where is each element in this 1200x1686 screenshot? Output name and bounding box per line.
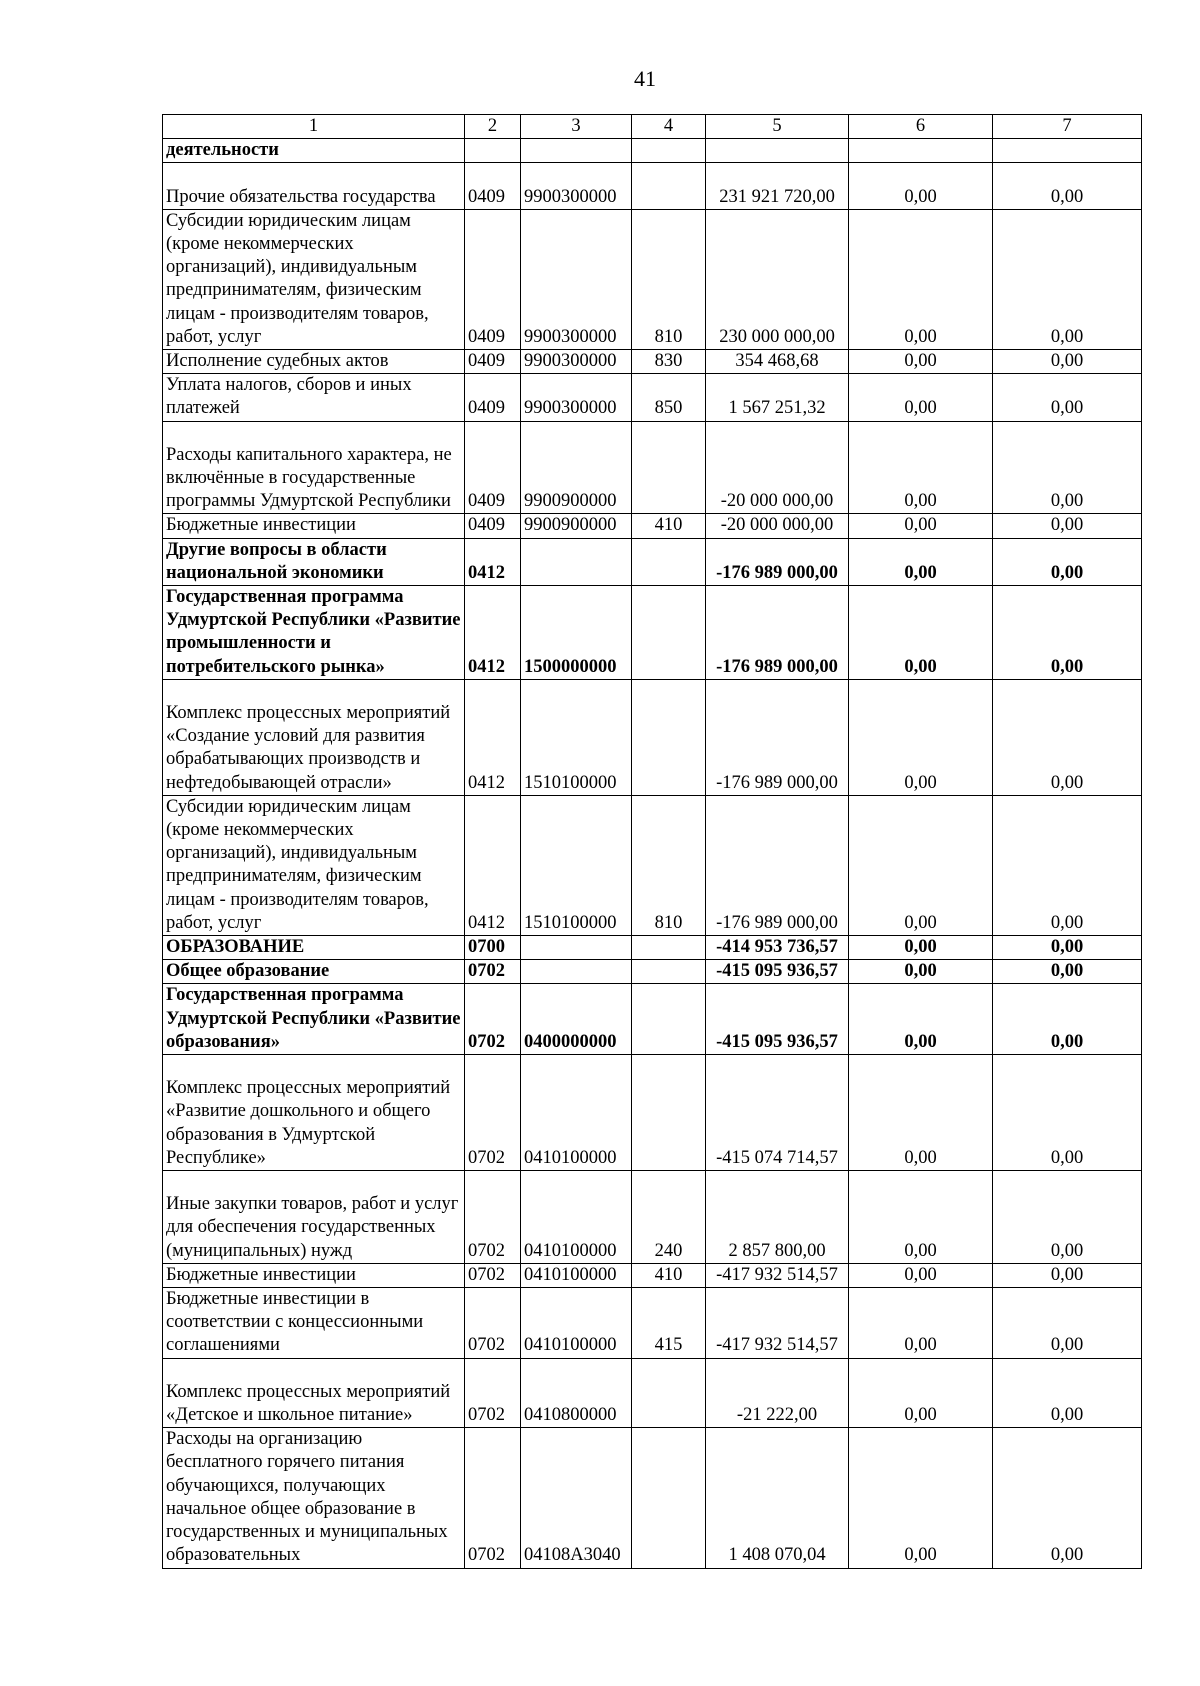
target-article-cell: 1510100000 (521, 795, 632, 935)
section-code-cell: 0412 (465, 538, 521, 585)
amount-cell: 354 468,68 (706, 350, 849, 374)
amount-cell: 0,00 (993, 795, 1142, 935)
amount-cell: -20 000 000,00 (706, 421, 849, 514)
amount-cell: 0,00 (993, 1055, 1142, 1171)
table-row (163, 163, 1142, 209)
budget-table (162, 114, 1142, 1569)
table-row (163, 795, 1142, 935)
section-code-cell: 0409 (465, 514, 521, 538)
table-row (163, 514, 1142, 538)
column-header: 5 (706, 115, 849, 139)
table-row (163, 139, 1142, 163)
table-body (163, 139, 1142, 1568)
section-code-cell: 0412 (465, 586, 521, 680)
expense-type-cell (632, 679, 706, 795)
target-article-cell: 0410800000 (521, 1358, 632, 1428)
amount-cell: -176 989 000,00 (706, 795, 849, 935)
column-number-row (163, 115, 1142, 139)
expense-type-cell (632, 538, 706, 585)
amount-cell: -176 989 000,00 (706, 679, 849, 795)
table-row (163, 586, 1142, 680)
target-article-cell: 0410100000 (521, 1055, 632, 1171)
column-header: 3 (521, 115, 632, 139)
section-code-cell (465, 139, 521, 163)
amount-cell: 0,00 (849, 1171, 993, 1264)
amount-cell: 0,00 (849, 1263, 993, 1287)
section-code-cell: 0702 (465, 1358, 521, 1428)
amount-cell (706, 139, 849, 163)
row-name-cell: Уплата налогов, сборов и иных платежей (163, 374, 465, 421)
amount-cell: 0,00 (993, 209, 1142, 349)
expense-type-cell: 850 (632, 374, 706, 421)
amount-cell (993, 139, 1142, 163)
expense-type-cell (632, 984, 706, 1055)
target-article-cell: 0410100000 (521, 1263, 632, 1287)
amount-cell: -414 953 736,57 (706, 936, 849, 960)
amount-cell: 0,00 (993, 350, 1142, 374)
target-article-cell: 1510100000 (521, 679, 632, 795)
section-code-cell: 0412 (465, 679, 521, 795)
amount-cell (849, 139, 993, 163)
amount-cell: 0,00 (849, 1358, 993, 1428)
table-row (163, 1171, 1142, 1264)
target-article-cell: 0410100000 (521, 1288, 632, 1359)
expense-type-cell (632, 163, 706, 209)
table-row (163, 1358, 1142, 1428)
table-row (163, 960, 1142, 984)
expense-type-cell: 810 (632, 795, 706, 935)
amount-cell: 0,00 (849, 421, 993, 514)
amount-cell: 0,00 (849, 374, 993, 421)
expense-type-cell (632, 1428, 706, 1568)
table-row (163, 984, 1142, 1055)
amount-cell: 0,00 (993, 514, 1142, 538)
amount-cell: 0,00 (993, 374, 1142, 421)
row-name-cell: Комплекс процессных мероприятий «Развитие дошкольного и общего образования в Удмуртской Республике» (163, 1055, 465, 1171)
target-article-cell: 04108A3040 (521, 1428, 632, 1568)
table-row (163, 350, 1142, 374)
target-article-cell: 9900300000 (521, 209, 632, 349)
amount-cell: -176 989 000,00 (706, 586, 849, 680)
row-name-cell: Комплекс процессных мероприятий «Создание условий для развития обрабатывающих производств и нефтедобывающей отрасли» (163, 679, 465, 795)
amount-cell: 0,00 (993, 586, 1142, 680)
table-row (163, 1263, 1142, 1287)
amount-cell: 0,00 (993, 421, 1142, 514)
amount-cell: 0,00 (993, 936, 1142, 960)
target-article-cell (521, 139, 632, 163)
table-row (163, 1055, 1142, 1171)
expense-type-cell (632, 1055, 706, 1171)
target-article-cell (521, 936, 632, 960)
amount-cell: 0,00 (849, 1288, 993, 1359)
amount-cell: 0,00 (849, 586, 993, 680)
amount-cell: 0,00 (849, 679, 993, 795)
column-header: 7 (993, 115, 1142, 139)
amount-cell: -21 222,00 (706, 1358, 849, 1428)
table-row (163, 936, 1142, 960)
column-header: 4 (632, 115, 706, 139)
expense-type-cell (632, 139, 706, 163)
row-name-cell: Другие вопросы в области национальной экономики (163, 538, 465, 585)
amount-cell: 0,00 (849, 936, 993, 960)
expense-type-cell: 410 (632, 1263, 706, 1287)
section-code-cell: 0702 (465, 1171, 521, 1264)
row-name-cell: Субсидии юридическим лицам (кроме некоммерческих организаций), индивидуальным предпринимателям, физическим лицам - производителям товаров, работ, услуг (163, 795, 465, 935)
expense-type-cell: 830 (632, 350, 706, 374)
amount-cell: 231 921 720,00 (706, 163, 849, 209)
amount-cell: 1 567 251,32 (706, 374, 849, 421)
amount-cell: 0,00 (993, 984, 1142, 1055)
row-name-cell: Бюджетные инвестиции (163, 1263, 465, 1287)
target-article-cell (521, 960, 632, 984)
row-name-cell: Государственная программа Удмуртской Республики «Развитие промышленности и потребительского рынка» (163, 586, 465, 680)
target-article-cell: 0410100000 (521, 1171, 632, 1264)
section-code-cell: 0409 (465, 163, 521, 209)
row-name-cell: Исполнение судебных актов (163, 350, 465, 374)
table-row (163, 374, 1142, 421)
expense-type-cell (632, 586, 706, 680)
expense-type-cell: 240 (632, 1171, 706, 1264)
row-name-cell: деятельности (163, 139, 465, 163)
target-article-cell: 9900300000 (521, 350, 632, 374)
row-name-cell: ОБРАЗОВАНИЕ (163, 936, 465, 960)
amount-cell: 0,00 (849, 538, 993, 585)
section-code-cell: 0409 (465, 209, 521, 349)
target-article-cell (521, 538, 632, 585)
amount-cell: 0,00 (993, 163, 1142, 209)
amount-cell: 0,00 (849, 163, 993, 209)
amount-cell: 0,00 (993, 679, 1142, 795)
table-row (163, 1288, 1142, 1359)
column-header: 1 (163, 115, 465, 139)
amount-cell: 0,00 (993, 1288, 1142, 1359)
amount-cell: -417 932 514,57 (706, 1263, 849, 1287)
amount-cell: -415 095 936,57 (706, 984, 849, 1055)
target-article-cell: 0400000000 (521, 984, 632, 1055)
section-code-cell: 0409 (465, 374, 521, 421)
section-code-cell: 0702 (465, 1428, 521, 1568)
amount-cell: 0,00 (993, 1263, 1142, 1287)
row-name-cell: Комплекс процессных мероприятий «Детское и школьное питание» (163, 1358, 465, 1428)
section-code-cell: 0702 (465, 1263, 521, 1287)
row-name-cell: Общее образование (163, 960, 465, 984)
amount-cell: 0,00 (993, 1171, 1142, 1264)
amount-cell: 0,00 (993, 960, 1142, 984)
section-code-cell: 0700 (465, 936, 521, 960)
amount-cell: 0,00 (849, 795, 993, 935)
expense-type-cell: 810 (632, 209, 706, 349)
table-row (163, 679, 1142, 795)
amount-cell: 0,00 (849, 350, 993, 374)
target-article-cell: 9900900000 (521, 421, 632, 514)
table-row (163, 209, 1142, 349)
amount-cell: -20 000 000,00 (706, 514, 849, 538)
expense-type-cell (632, 960, 706, 984)
row-name-cell: Расходы капитального характера, не включённые в государственные программы Удмуртской Республики (163, 421, 465, 514)
expense-type-cell (632, 421, 706, 514)
amount-cell: 0,00 (849, 1055, 993, 1171)
target-article-cell: 1500000000 (521, 586, 632, 680)
section-code-cell: 0412 (465, 795, 521, 935)
section-code-cell: 0702 (465, 984, 521, 1055)
table-row (163, 1428, 1142, 1568)
row-name-cell: Государственная программа Удмуртской Республики «Развитие образования» (163, 984, 465, 1055)
amount-cell: -417 932 514,57 (706, 1288, 849, 1359)
section-code-cell: 0702 (465, 960, 521, 984)
amount-cell: 0,00 (849, 960, 993, 984)
expense-type-cell: 415 (632, 1288, 706, 1359)
section-code-cell: 0702 (465, 1055, 521, 1171)
row-name-cell: Бюджетные инвестиции (163, 514, 465, 538)
section-code-cell: 0409 (465, 421, 521, 514)
row-name-cell: Прочие обязательства государства (163, 163, 465, 209)
section-code-cell: 0702 (465, 1288, 521, 1359)
expense-type-cell (632, 1358, 706, 1428)
target-article-cell: 9900300000 (521, 374, 632, 421)
section-code-cell: 0409 (465, 350, 521, 374)
target-article-cell: 9900900000 (521, 514, 632, 538)
amount-cell: 0,00 (993, 1428, 1142, 1568)
row-name-cell: Субсидии юридическим лицам (кроме некоммерческих организаций), индивидуальным предпринимателям, физическим лицам - производителям товаров, работ, услуг (163, 209, 465, 349)
row-name-cell: Бюджетные инвестиции в соответствии с концессионными соглашениями (163, 1288, 465, 1359)
amount-cell: 2 857 800,00 (706, 1171, 849, 1264)
expense-type-cell (632, 936, 706, 960)
page-number: 41 (634, 66, 656, 91)
amount-cell: -176 989 000,00 (706, 538, 849, 585)
column-header: 6 (849, 115, 993, 139)
table-row (163, 538, 1142, 585)
amount-cell: 0,00 (849, 984, 993, 1055)
amount-cell: 0,00 (849, 1428, 993, 1568)
amount-cell: 230 000 000,00 (706, 209, 849, 349)
amount-cell: -415 074 714,57 (706, 1055, 849, 1171)
amount-cell: 0,00 (993, 1358, 1142, 1428)
column-header: 2 (465, 115, 521, 139)
expense-type-cell: 410 (632, 514, 706, 538)
amount-cell: 0,00 (849, 514, 993, 538)
amount-cell: -415 095 936,57 (706, 960, 849, 984)
amount-cell: 0,00 (993, 538, 1142, 585)
row-name-cell: Иные закупки товаров, работ и услуг для обеспечения государственных (муниципальных) нужд (163, 1171, 465, 1264)
amount-cell: 0,00 (849, 209, 993, 349)
target-article-cell: 9900300000 (521, 163, 632, 209)
row-name-cell: Расходы на организацию бесплатного горячего питания обучающихся, получающих начальное общее образование в государственных и муниципальных образовательных (163, 1428, 465, 1568)
amount-cell: 1 408 070,04 (706, 1428, 849, 1568)
table-row (163, 421, 1142, 514)
